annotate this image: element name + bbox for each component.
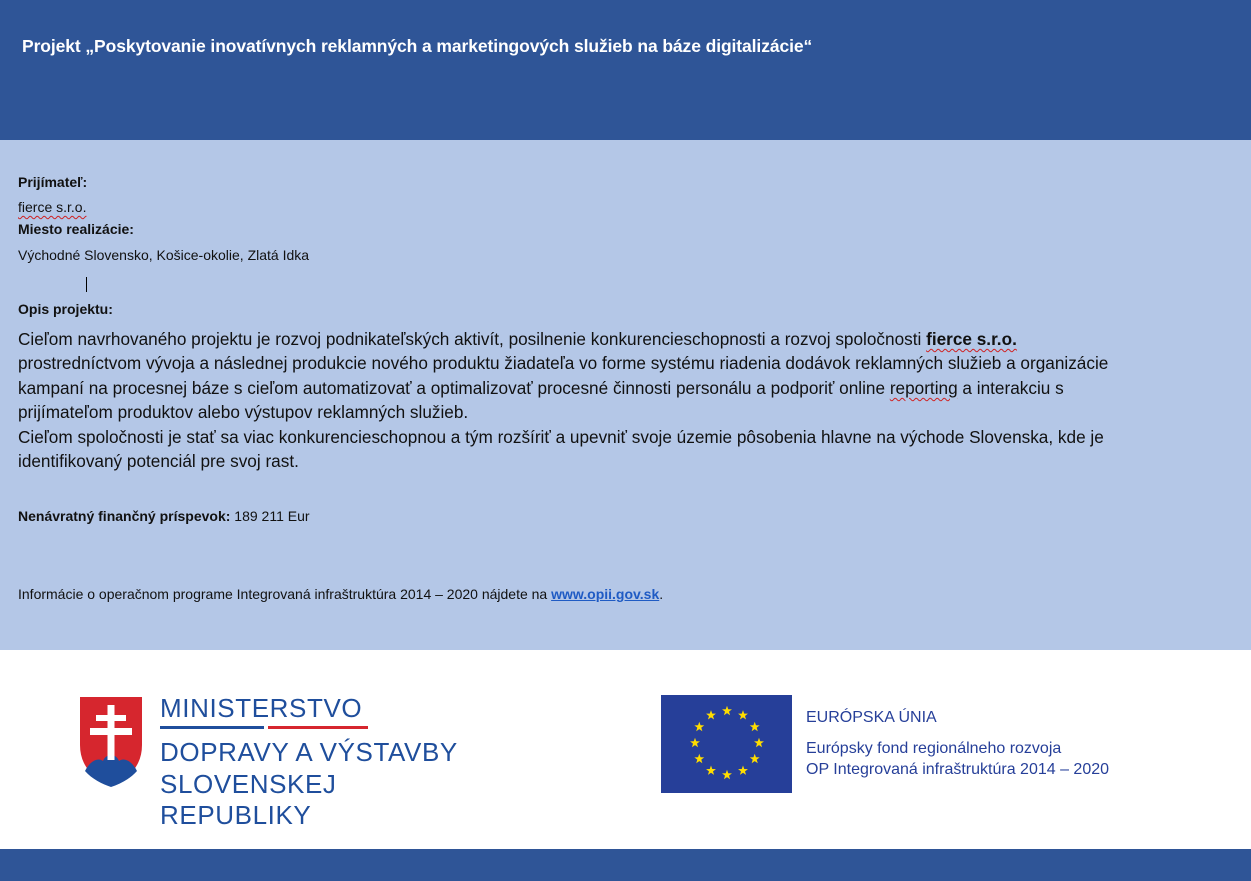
eu-fund-line: Európsky fond regionálneho rozvoja (806, 740, 1062, 757)
eu-program-line: OP Integrovaná infraštruktúra 2014 – 2020 (806, 761, 1110, 778)
header-banner (0, 0, 1251, 140)
grant-row (18, 508, 310, 524)
location-value: Východné Slovensko, Košice-okolie, Zlatá Idka (18, 247, 310, 263)
eu-star-icon (738, 766, 748, 775)
location-label: Miesto realizácie: (18, 221, 134, 237)
project-title: Projekt „Poskytovanie inovatívnych reklamných a marketingových služieb na báze digitalizácie“ (22, 36, 813, 56)
ministry-logo (76, 693, 488, 830)
recipient-value: fierce s.r.o. (18, 199, 87, 215)
eu-star-icon (694, 754, 704, 763)
ministry-divider (160, 726, 368, 729)
reporting-word: reporting (889, 377, 958, 398)
ministry-line-3: SLOVENSKEJ REPUBLIKY (160, 769, 337, 830)
eu-star-icon (706, 766, 716, 775)
ministry-line-1: MINISTERSTVO (160, 693, 363, 723)
description-line-6: identifikovaný potenciál pre svoj rast. (18, 451, 299, 472)
eu-flag (661, 695, 792, 793)
description-label: Opis projektu: (18, 301, 113, 317)
ministry-line-2: DOPRAVY A VÝSTAVBY (160, 737, 458, 767)
eu-star-icon (738, 710, 748, 719)
info-line (18, 586, 663, 602)
eu-star-icon (750, 754, 760, 763)
eu-title: EURÓPSKA ÚNIA (806, 709, 937, 726)
description-line-4: prijímateľom produktov alebo výstupov reklamných služieb. (18, 402, 469, 423)
recipient-label: Prijímateľ: (18, 174, 88, 190)
eu-star-icon (694, 722, 704, 731)
description-line-2: prostredníctvom vývoja a následnej produkcie nového produktu žiadateľa vo forme systému riadenia dodávok reklamných služieb a organizácie (18, 353, 1109, 374)
eu-star-icon (754, 738, 764, 747)
text-cursor (86, 277, 87, 292)
slovak-coat-of-arms-icon (76, 693, 146, 789)
opii-link[interactable]: www.opii.gov.sk (551, 586, 660, 602)
grant-value: 189 211 Eur (230, 508, 310, 524)
eu-star-icon (750, 722, 760, 731)
project-description (18, 327, 1250, 473)
description-line-5: Cieľom spoločnosti je stať sa viac konkurencieschopnou a tým rozšíriť a upevniť svoje územie pôsobenia hlavne na východe Slovenska, kde je (18, 426, 1104, 447)
description-text: Cieľom navrhovaného projektu je rozvoj podnikateľských aktivít, posilnenie konkurencieschopnosti a rozvoj spoločnosti (18, 329, 927, 349)
description-text: kampaní na procesnej báze s cieľom automatizovať a optimalizovať procesné činnosti personálu a podporiť online (18, 377, 890, 398)
footer-banner (0, 849, 1251, 881)
info-end: . (659, 586, 664, 602)
eu-star-icon (690, 738, 700, 747)
eu-star-icon (706, 710, 716, 719)
eu-star-icon (722, 770, 732, 779)
description-text: a interakciu s (957, 377, 1064, 398)
description-line-3 (18, 376, 1250, 400)
eu-star-icon (722, 706, 732, 715)
description-line-1 (18, 327, 1250, 351)
info-text: Informácie o operačnom programe Integrovaná infraštruktúra 2014 – 2020 nájdete na (18, 586, 552, 602)
eu-stars-icon (661, 695, 792, 793)
grant-label: Nenávratný finančný príspevok: (18, 508, 231, 524)
company-name: fierce s.r.o. (926, 329, 1017, 349)
